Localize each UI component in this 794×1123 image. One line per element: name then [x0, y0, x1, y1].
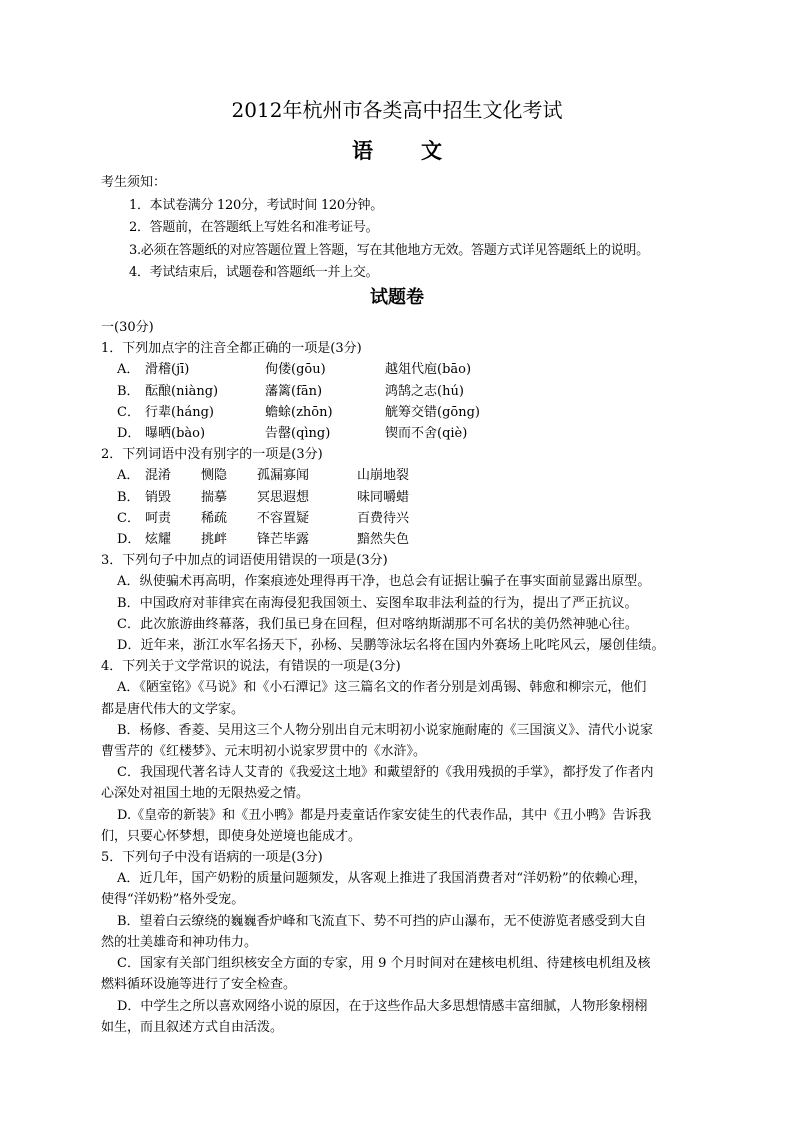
option-term: 稀疏 [201, 510, 228, 526]
question-2-option-b [101, 487, 697, 508]
question-4-option-d-line2: 们，只要心怀梦想，即使身处逆境也能成才。 [101, 828, 362, 844]
question-4-option-b-line2: 曹雪芹的《红楼梦》、元末明初小说家罗贯中的《水浒》。 [101, 744, 427, 760]
question-3-stem: 3．下列句子中加点的词语使用错误的一项是(3分) [101, 553, 388, 569]
question-5-option-d-line1: D．中学生之所以喜欢网络小说的原因，在于这些作品大多思想情感丰富细腻，人物形象栩栩 [117, 998, 648, 1014]
question-3-option-d: D．近年来，浙江水军名扬天下，孙杨、吴鹏等泳坛名将在国内外赛场上叱咤风云，屡创佳绩。 [117, 638, 665, 654]
question-5-option-d-line2: 如生，而且叙述方式自由活泼。 [101, 1019, 284, 1035]
question-3-option-b: B．中国政府对菲律宾在南海侵犯我国领土、妄图牟取非法利益的行为，提出了严正抗议。 [117, 595, 638, 611]
option-label: A． [117, 362, 140, 378]
question-1-stem: 1．下列加点字的注音全都正确的一项是(3分) [101, 341, 362, 357]
option-term: 恻隐 [201, 468, 228, 484]
option-term: 冥思遐想 [257, 489, 310, 505]
question-2-option-d [101, 529, 697, 550]
option-term: 黯然失色 [357, 532, 410, 548]
question-4-option-d-line1: D.《皇帝的新装》和《丑小鸭》都是丹麦童话作家安徒生的代表作品，其中《丑小鸭》告诉我 [117, 807, 652, 823]
part-heading: 一(30分) [101, 320, 154, 335]
option-term: 藩篱(fān) [265, 383, 323, 399]
option-term: 佝偻(gōu) [265, 362, 326, 378]
question-2-option-c [101, 508, 697, 529]
question-4-stem: 4．下列关于文学常识的说法，有错误的一项是(3分) [101, 659, 401, 675]
option-term: 混淆 [145, 468, 172, 484]
question-4-option-b-line1: B．杨修、香菱、吴用这三个人物分别出自元末明初小说家施耐庵的《三国演义》、清代小说家 [117, 722, 654, 738]
option-term: 滑稽(jī) [145, 362, 190, 378]
option-label: D． [117, 426, 141, 442]
question-1-option-c [101, 402, 697, 423]
notice-item: 3.必须在答题纸的对应答题位置上答题，写在其他地方无效。答题方式详见答题纸上的说明。 [129, 242, 649, 258]
question-4-option-c-line1: C．我国现代著名诗人艾青的《我爱这土地》和戴望舒的《我用残损的手掌》，都抒发了作者内 [117, 765, 654, 781]
question-5-option-b-line1: B．望着白云缭绕的巍巍香炉峰和飞流直下、势不可挡的庐山瀑布，无不使游览者感受到大自 [117, 913, 647, 929]
question-5-option-b-line2: 然的壮美雄奇和神功伟力。 [101, 934, 258, 950]
section-title: 试题卷 [370, 287, 424, 308]
option-term: 行辈(háng) [145, 404, 214, 420]
question-1-option-b [101, 381, 697, 402]
notice-heading: 考生须知： [101, 175, 167, 190]
option-term: 揣摹 [201, 489, 228, 505]
question-4-option-c-line2: 心深处对祖国土地的无限热爱之情。 [101, 786, 310, 802]
question-list [101, 317, 697, 1038]
question-4-option-a-line1: A．《陋室铭》《马说》和《小石潭记》这三篇名文的作者分别是刘禹锡、韩愈和柳宗元，他们 [117, 680, 647, 696]
question-1-option-d [101, 423, 697, 444]
notice-item: 2．答题前，在答题纸上写姓名和准考证号。 [129, 220, 379, 236]
option-term: 孤漏寡闻 [257, 468, 310, 484]
option-term: 炫耀 [145, 532, 172, 548]
question-4-option-a-line2: 都是唐代伟大的文学家。 [101, 701, 245, 717]
option-label: A． [117, 468, 140, 484]
option-term: 鸿鹄之志(hú) [385, 383, 464, 399]
option-term: 曝晒(bào) [145, 426, 206, 442]
option-term: 越俎代庖(bāo) [385, 362, 472, 378]
option-label: B． [117, 489, 140, 505]
question-5-option-a-line2: 使得“洋奶粉”格外受宠。 [101, 892, 245, 908]
option-term: 销毁 [145, 489, 172, 505]
option-term: 锋芒毕露 [257, 532, 310, 548]
option-term: 告罄(qìng) [265, 426, 331, 442]
question-3-option-c: C．此次旅游曲终幕落，我们虽已身在回程，但对喀纳斯湖那不可名状的美仍然神驰心往。 [117, 616, 638, 632]
option-label: B． [117, 383, 140, 399]
option-label: C． [117, 404, 140, 420]
exam-title: 2012年杭州市各类高中招生文化考试 [231, 98, 563, 122]
notice-item: 4．考试结束后，试题卷和答题纸一并上交。 [129, 265, 379, 281]
notice-item: 1．本试卷满分 120分，考试时间 120分钟。 [129, 197, 383, 213]
question-5-option-c-line1: C．国家有关部门组织核安全方面的专家，用 9 个月时间对在建核电机组、待建核电机组及核 [117, 956, 651, 972]
option-term: 山崩地裂 [357, 468, 410, 484]
option-term: 味同嚼蜡 [357, 489, 410, 505]
option-label: C． [117, 510, 140, 526]
option-term: 锲而不舍(qiè) [385, 426, 468, 442]
question-5-option-a-line1: A．近几年，国产奶粉的质量问题频发，从客观上推进了我国消费者对“洋奶粉”的依赖心理， [117, 871, 647, 887]
option-term: 酝酿(niàng) [145, 383, 219, 399]
candidate-notice [101, 172, 701, 285]
option-label: D． [117, 532, 141, 548]
question-3-option-a: A．纵使骗术再高明，作案痕迹处理得再干净，也总会有证据让骗子在事实面前显露出原型。 [117, 574, 651, 590]
option-term: 呵责 [145, 510, 172, 526]
option-term: 不容置疑 [257, 510, 310, 526]
option-term: 百费待兴 [357, 510, 410, 526]
question-1-option-a [101, 359, 697, 380]
option-term: 蟾蜍(zhōn) [265, 404, 333, 420]
subject-title: 语文 [352, 138, 490, 163]
question-2-option-a [101, 465, 697, 486]
question-5-stem: 5．下列句子中没有语病的一项是(3分) [101, 850, 323, 866]
option-term: 觥筹交错(gōng) [385, 404, 480, 420]
question-2-stem: 2．下列词语中没有别字的一项是(3分) [101, 447, 323, 463]
option-term: 挑衅 [201, 532, 228, 548]
question-5-option-c-line2: 燃料循环设施等进行了安全检查。 [101, 977, 297, 993]
